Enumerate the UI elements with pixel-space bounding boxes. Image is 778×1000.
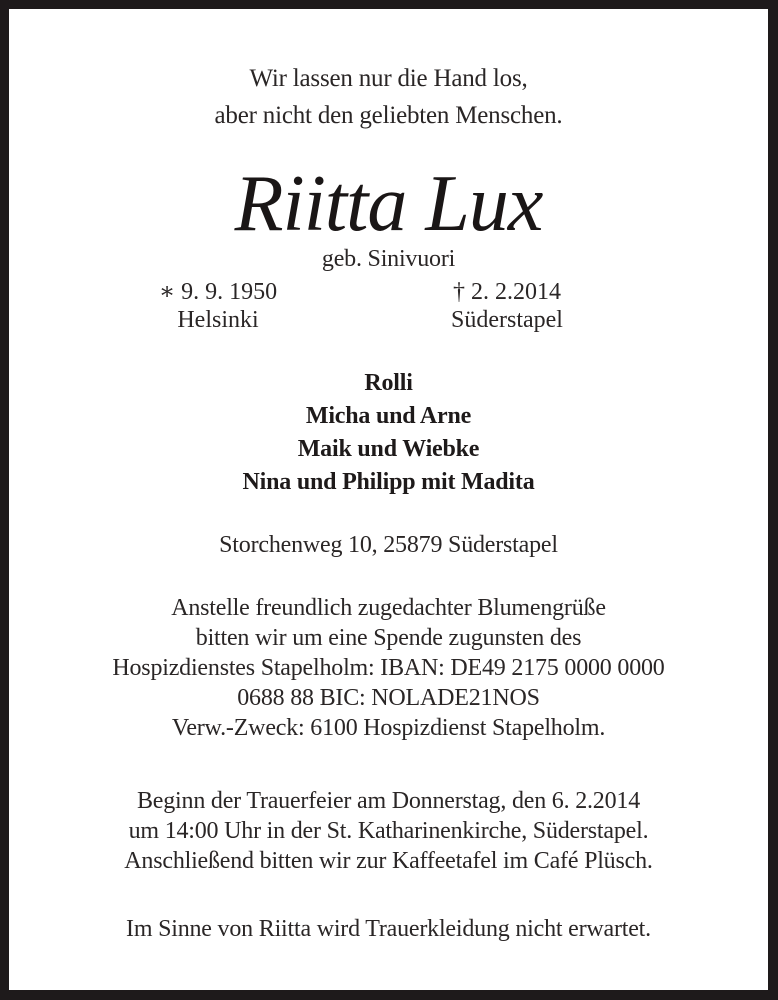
mourner-line: Micha und Arne — [305, 403, 472, 429]
deceased-name: Riitta Lux — [234, 160, 543, 248]
death-date: 2. 2.2014 — [471, 279, 561, 305]
maiden-name: geb. Sinivuori — [321, 246, 456, 272]
mourner-line: Nina und Philipp mit Madita — [242, 469, 535, 495]
death-block — [427, 278, 587, 334]
dress-note: Im Sinne von Riitta wird Trauerkleidung nicht erwartet. — [126, 916, 651, 942]
funeral-line: um 14:00 Uhr in der St. Katharinenkirche, Süderstapel. — [128, 818, 649, 844]
funeral-line: Anschließend bitten wir zur Kaffeetafel im Café Plüsch. — [124, 848, 653, 874]
death-date-row — [427, 278, 587, 306]
donation-line: Verw.-Zweck: 6100 Hospizdienst Stapelholm. — [171, 715, 606, 741]
asterisk-birth-icon: ∗ — [158, 279, 176, 305]
donation-line: Hospizdienstes Stapelholm: IBAN: DE49 2175 0000 0000 — [112, 655, 665, 681]
death-place: Süderstapel — [451, 307, 563, 333]
funeral-line: Beginn der Trauerfeier am Donnerstag, den 6. 2.2014 — [136, 788, 640, 814]
birth-date-row — [143, 278, 293, 306]
mourner-line: Maik und Wiebke — [297, 436, 480, 462]
obituary-notice — [9, 9, 768, 990]
motto-line-1: Wir lassen nur die Hand los, — [249, 65, 528, 92]
donation-line: 0688 88 BIC: NOLADE21NOS — [237, 685, 540, 711]
birth-date: 9. 9. 1950 — [181, 279, 278, 305]
birth-block — [143, 278, 293, 334]
mourner-line: Rolli — [364, 370, 413, 396]
dagger-death-icon: † — [453, 279, 465, 305]
address: Storchenweg 10, 25879 Süderstapel — [219, 532, 558, 558]
birth-place: Helsinki — [177, 307, 259, 333]
donation-line: Anstelle freundlich zugedachter Blumengrüße — [171, 595, 606, 621]
motto-line-2: aber nicht den geliebten Menschen. — [214, 102, 563, 129]
donation-line: bitten wir um eine Spende zugunsten des — [195, 625, 582, 651]
